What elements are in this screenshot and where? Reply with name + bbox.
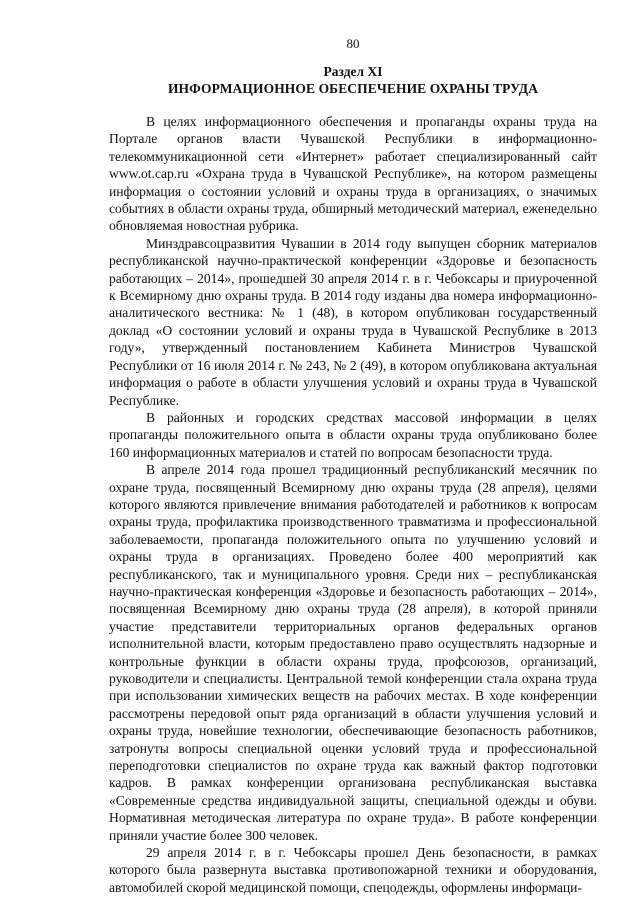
paragraph-mass-media: В районных и городских средствах массовой информации в целях пропаганды положительного опыта в области охраны труда опубликовано более 160 информационных материалов и статей по вопросам безопасности труда. — [109, 409, 597, 460]
paragraph-safety-month: В апреле 2014 года прошел традиционный республиканский месячник по охране труда, посвященный Всемирному дню охраны труда (28 апреля), целями которого являются привлечение внимания работодателей и работников к вопросам охраны труда, профилактика производственного травматизма и профессиональной заболеваемости, пропаганда положительного опыта по улучшению условий и охраны труда в организациях. Проведено более 400 мероприятий как республиканского, так и муниципального уровня. Среди них – республиканская научно-практическая конференция «Здоровье и безопасность работающих – 2014», посвященная Всемирному дню охраны труда (28 апреля), в которой приняли участие представители территориальных органов федеральных органов исполнительной власти, которым предоставлено право осуществлять надзорные и контрольные функции в области охраны труда, профсоюзов, организаций, руководители и специалисты. Центральной темой конференции стала охрана труда при использовании химических веществ на рабочих местах. В ходе конференции рассмотрены передовой опыт ряда организаций в области улучшения условий и охраны труда, новейшие технологии, обеспечивающие безопасность работников, затронуты вопросы специальной оценки условий труда и профессиональной переподготовки специалистов по охране труда как важный фактор подготовки кадров. В рамках конференции организована республиканская выставка «Современные средства индивидуальной защиты, специальной одежды и обуви. Нормативная методическая литература по охране труда». В работе конференции приняли участие более 300 человек. — [109, 462, 597, 843]
paragraph-info-portal: В целях информационного обеспечения и пропаганды охраны труда на Портале органов власти Чувашской Республики в информационно-телекоммуникационной сети «Интернет» работает специализированный сайт www.ot.cap.ru «Охрана труда в Чувашской Республике», на котором размещены информация о состоянии условий и охраны труда в организациях, о значимых событиях в области охраны труда, обширный методический материал, еженедельно обновляемая новостная рубрика. — [109, 114, 597, 234]
document-page — [109, 36, 597, 896]
paragraph-safety-day: 29 апреля 2014 г. в г. Чебоксары прошел День безопасности, в рамках которого была развернута выставка противопожарной техники и оборудования, автомобилей скорой медицинской помощи, спецодежды, оформлены информаци- — [109, 845, 597, 895]
section-title: ИНФОРМАЦИОННОЕ ОБЕСПЕЧЕНИЕ ОХРАНЫ ТРУДА — [167, 81, 539, 96]
paragraph-publications: Минздравсоцразвития Чувашии в 2014 году выпущен сборник материалов республиканской научно-практической конференции «Здоровье и безопасность работающих – 2014», прошедшей 30 апреля 2014 г. в г. Чебоксары и приуроченной к Всемирному дню охраны труда. В 2014 году изданы два номера информационно-аналитического вестника: № 1 (48), в котором опубликован государственный доклад «О состоянии условий и охраны труда в Чувашской Республике в 2013 году», утвержденный постановлением Кабинета Министров Чувашской Республики от 16 июля 2014 г. № 243, № 2 (49), в котором опубликована актуальная информация о работе в области улучшения условий и охраны труда в Чувашской Республике. — [109, 235, 597, 408]
body-text — [109, 113, 597, 896]
page-number: 80 — [346, 36, 360, 51]
section-label: Раздел XI — [323, 64, 383, 79]
